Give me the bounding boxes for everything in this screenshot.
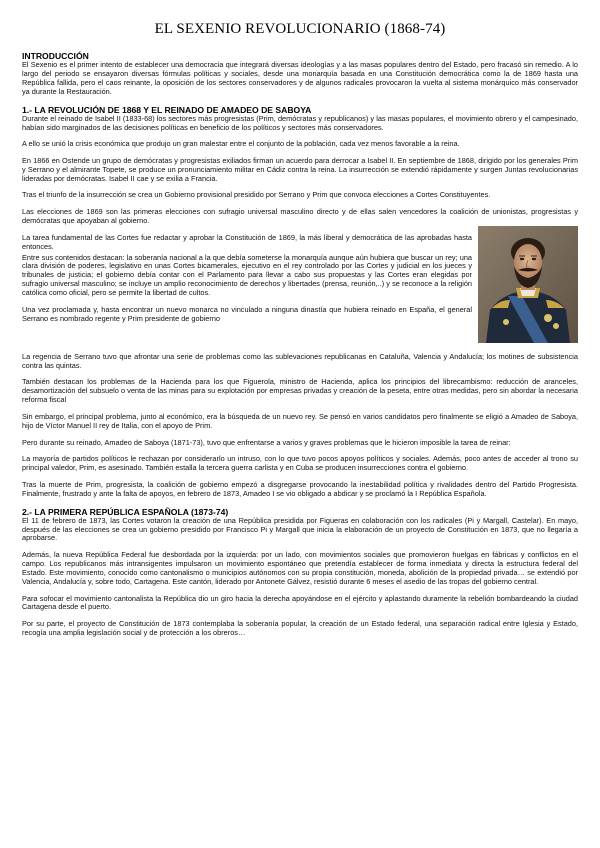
section2-paragraph-1: El 11 de febrero de 1873, las Cortes votaron la creación de una República presidida por Figueras en colaboración con los radicales (Pi y Margall, Castelar). En mayo, después de las elecciones se crea un gobierno presidido por Francisco Pi y Margall que inicia la elaboración de un proyecto de Constitución en 1873, que no llegaría a aprobarse. (22, 515, 578, 543)
section1-paragraph-5: Las elecciones de 1869 son las primeras elecciones con sufragio universal masculino directo y de ellas salen vencedores la coalición de unionistas, progresistas y demócratas que apoyaban al gobierno. (22, 207, 578, 226)
section2-heading: 2.- LA PRIMERA REPÚBLICA ESPAÑOLA (1873-74) (22, 506, 229, 517)
section1-paragraph-14: Tras la muerte de Prim, progresista, la coalición de gobierno empezó a disgregarse provocando la inestabilidad política y rivalidades dentro del Partido Progresista. Finalmente, frustrado y ante la falta de apoyos, en febrero de 1873, Amadeo I se vio obligado a abdicar y se proclamó la I República Española. (22, 479, 578, 498)
section1-paragraph-12: Pero durante su reinado, Amadeo de Saboya (1871-73), tuvo que enfrentarse a varios y graves problemas que le hicieron imposible la tarea de reinar: (22, 437, 511, 447)
section1-paragraph-8: Una vez proclamada y, hasta encontrar un nuevo monarca no vinculado a ninguna dinastía que hubiera reinado en España, el general Serrano es nombrado regente y Prim presidente de gobierno (22, 304, 472, 323)
section1-paragraph-4: Tras el triunfo de la insurrección se crea un Gobierno provisional presidido por Serrano y Prim que convoca elecciones a Cortes Constituyentes. (22, 190, 491, 200)
section2-paragraph-3: Para sofocar el movimiento cantonalista la República dio un giro hacia la derecha apoyándose en el ejército y aplastando duramente la rebelión bombardeando la ciudad Cartagena desde el puerto. (22, 593, 578, 612)
portrait-icon (478, 226, 578, 343)
section1-heading: 1.- LA REVOLUCIÓN DE 1868 Y EL REINADO DE AMADEO DE SABOYA (22, 104, 312, 115)
section1-paragraph-13: La mayoría de partidos políticos le rechazan por considerarlo un intruso, con lo que tuvo pocos apoyos políticos y sociales. Además, poco antes de acceder al trono su principal valedor, Prim, es asesinado. También estalla la tercera guerra carlista y en Cuba se producen insurrecciones contra el gobierno. (22, 454, 578, 473)
section2-paragraph-2: Además, la nueva República Federal fue desbordada por la izquierda: por un lado, con movimientos sociales que promovieron huelgas en fábricas y conflictos en el campo. Los republicanos más intransigentes impulsaron un movimiento espontáneo que pretendía establecer de forma inmediata y directa la estructura federal del Estado. Este movimiento, conocido como cantonalismo o municipios autónomos con su propia constitución, moneda, abolición de la propiedad privada… se extendió por Valencia, Andalucía y, sobre todo, Cartagena. Este cantón, liderado por Antonete Gálvez, resistió durante 6 meses el asedio de las tropas del gobierno central. (22, 550, 578, 586)
section2-paragraph-4: Por su parte, el proyecto de Constitución de 1873 contemplaba la soberanía popular, la creación de un Estado federal, una separación radical entre Iglesia y Estado, recogía una amplia legislación social y de protección a los obreros… (22, 619, 578, 638)
section1-paragraph-6: La tarea fundamental de las Cortes fue redactar y aprobar la Constitución de 1869, la más liberal y democrática de las aprobadas hasta entonces. (22, 232, 472, 251)
document-body (22, 51, 578, 638)
section1-paragraph-9: La regencia de Serrano tuvo que afrontar una serie de problemas como las sublevaciones republicanas en Cataluña, Valencia y Andalucía; los motines de subsistencia contra las quintas. (22, 351, 578, 370)
section1-paragraph-2: A ello se unió la crisis económica que produjo un gran malestar entre el conjunto de la población, cada vez menos favorable a la reina. (22, 139, 460, 149)
section1-paragraph-7: Entre sus contenidos destacan: la soberanía nacional a la que debía someterse la monarquía aunque aún hubiera que buscar un rey; una clara división de poderes, legislativo en unas Cortes bicamerales, ejecutivo en el rey controlado por las Cortes y judicial en los jueces y tribunales de justicia; el gobierno debía contar con el Parlamento para llevar a cabo sus propuestas y las Cortes eran elegidas por sufragio universal masculino; se incluye un amplio reconocimiento de derechos y libertades (prensa, reunión,..) y se reconoce a la religión católica como oficial, pero se permite la libertad de cultos. (22, 252, 472, 298)
page-title: EL SEXENIO REVOLUCIONARIO (1868-74) (154, 21, 446, 37)
portrait-image (478, 226, 578, 343)
section1-paragraph-1: Durante el reinado de Isabel II (1833-68) los sectores más progresistas (Prim, demócratas y republicanos) y las masas populares, el movimiento obrero y el campesinado, habían sido marginados de las decisiones políticas en beneficio de los políticos y sectores más conservadores. (22, 113, 578, 132)
intro-heading: INTRODUCCIÓN (22, 51, 89, 61)
intro-paragraph: El Sexenio es el primer intento de establecer una democracia que integrará diversas ideologías y a las masas populares dentro del Estado, pero fracasó sin remedio. A lo largo del periodo se ensayaron diversas fórmulas políticas y sociales, desde una monarquía basada en una Constitución democrática como la de 1869 hasta una República fallida, pero el caos reinante, la oposición de los sectores conservadores y de algunos radicales provocaron la vuelta al sistema monárquico más conservador ya durante la Restauración. (22, 60, 578, 96)
section1-paragraph-3: En 1866 en Ostende un grupo de demócratas y progresistas exiliados firman un acuerdo para derrocar a Isabel II. En septiembre de 1868, dirigido por los generales Prim y Serrano y el almirante Topete, se produce un pronunciamiento militar en Cádiz contra la reina. La insurrección se extendió rápidamente y surgen Juntas revolucionarias lideradas por demócratas. Isabel II cae y se exilia a Francia. (22, 155, 578, 183)
section1-paragraph-10: También destacan los problemas de la Hacienda para los que Figuerola, ministro de Hacienda, aplica los principios del librecambismo: reducción de aranceles, desamortización del subsuelo o venta de las minas para su explotación por empresas privadas y creación de la peseta, entre otras medidas, pero sin abordar la necesaria reforma fiscal (22, 377, 578, 405)
section1-paragraph-11: Sin embargo, el principal problema, junto al económico, era la búsqueda de un nuevo rey. Se pensó en varios candidatos pero finalmente se eligió a Amadeo de Saboya, hijo de Víctor Manuel II rey de Italia, con el apoyo de Prim. (22, 411, 578, 430)
